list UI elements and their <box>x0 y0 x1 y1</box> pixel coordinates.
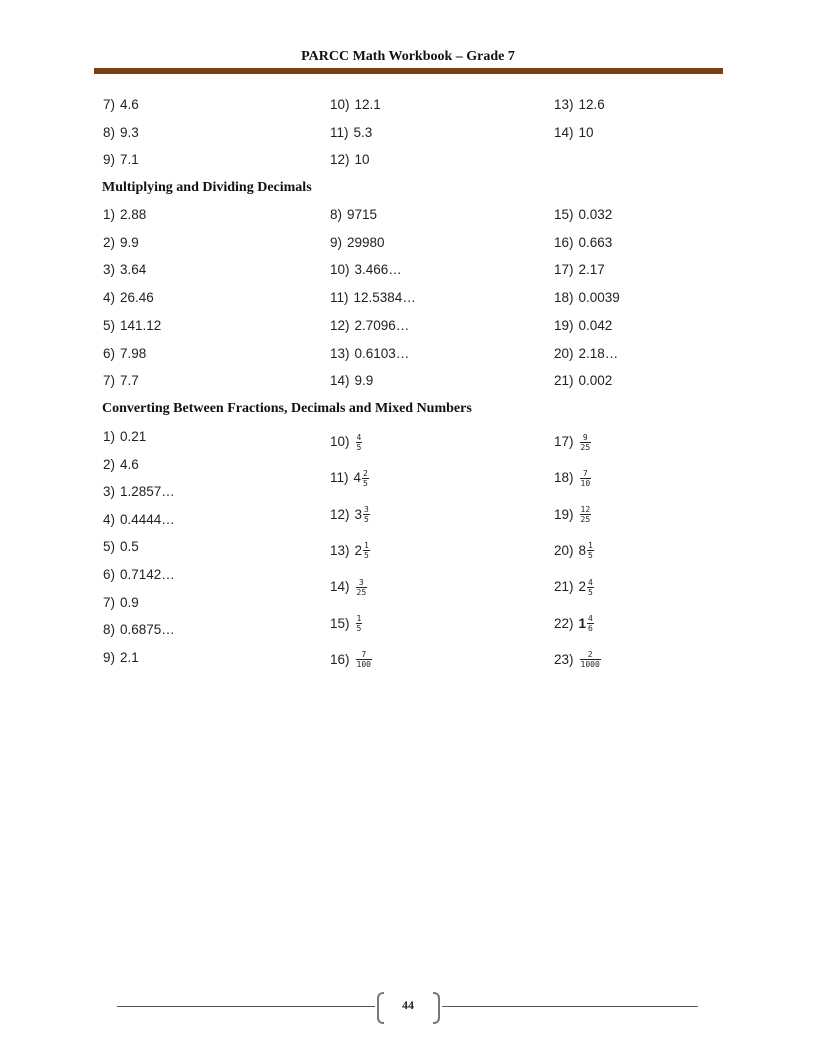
answer-item <box>330 371 373 391</box>
answer-item <box>554 503 591 527</box>
answer-item <box>330 539 370 563</box>
answer-number: 14) <box>330 373 350 389</box>
denominator: 6 <box>588 624 593 633</box>
answer-item <box>330 150 370 170</box>
denominator: 5 <box>363 478 368 488</box>
answer-value: 29980 <box>347 234 385 250</box>
denominator: 25 <box>580 515 591 525</box>
answer-value: 0.9 <box>120 594 139 610</box>
answer-item <box>103 537 139 557</box>
numerator: 2 <box>363 468 368 478</box>
answer-item <box>330 466 369 490</box>
answer-item <box>554 575 594 599</box>
fraction <box>363 505 370 524</box>
answer-value: 26.46 <box>120 290 154 306</box>
answer-value: 5.3 <box>353 124 373 140</box>
fraction <box>363 541 370 560</box>
answer-item <box>330 316 409 336</box>
answer-number: 15) <box>330 615 350 631</box>
answer-number: 12) <box>330 152 350 167</box>
answer-item <box>330 430 362 454</box>
answer-value: 4.6 <box>120 456 139 472</box>
answer-number: 1) <box>103 207 116 222</box>
answer-number: 7) <box>103 373 116 389</box>
denominator: 5 <box>588 587 593 597</box>
answer-item <box>330 288 416 308</box>
answer-number: 11) <box>330 470 349 486</box>
answer-number: 9) <box>103 152 116 167</box>
answer-value: 9.9 <box>354 373 374 389</box>
answer-item <box>554 466 591 490</box>
answer-number: 4) <box>103 290 116 306</box>
denominator: 5 <box>588 551 593 561</box>
answer-item <box>103 344 146 364</box>
answer-number: 13) <box>554 97 574 112</box>
denominator: 1000 <box>580 660 600 670</box>
answer-number: 17) <box>554 434 574 449</box>
answer-number: 16) <box>554 234 574 250</box>
numerator: 7 <box>361 650 367 660</box>
fraction <box>587 541 594 560</box>
numerator: 4 <box>588 577 593 587</box>
whole-number: 1 <box>578 615 587 631</box>
denominator: 5 <box>364 551 369 561</box>
answer-value: 2.18… <box>578 345 619 361</box>
answer-item <box>103 288 154 308</box>
answer-number: 9) <box>330 234 343 250</box>
numerator: 3 <box>364 505 369 515</box>
answer-number: 10) <box>330 97 350 112</box>
fraction <box>362 469 369 488</box>
answer-number: 19) <box>554 506 574 522</box>
answer-value: 9.9 <box>120 234 139 250</box>
answer-item <box>103 620 175 640</box>
answer-number: 18) <box>554 470 574 486</box>
whole-number: 2 <box>578 579 587 595</box>
answer-item <box>103 427 146 447</box>
answer-value: 7.1 <box>120 152 139 167</box>
answer-value: 3.64 <box>120 262 147 278</box>
answer-number: 13) <box>330 542 350 558</box>
answer-number: 6) <box>103 345 116 361</box>
whole-number: 3 <box>354 506 363 522</box>
answer-item <box>330 95 381 115</box>
denominator: 100 <box>356 660 371 670</box>
fraction <box>356 614 363 633</box>
answer-value: 0.6103… <box>354 345 410 361</box>
answer-value: 0.4444… <box>120 511 175 527</box>
answer-number: 21) <box>554 373 574 389</box>
denominator: 5 <box>364 515 369 525</box>
answer-number: 9) <box>103 649 116 665</box>
answer-number: 17) <box>554 262 574 278</box>
denominator: 25 <box>356 587 367 597</box>
answer-item <box>103 371 139 391</box>
answer-value: 1.2857… <box>120 484 175 500</box>
numerator: 1 <box>356 614 362 623</box>
answer-value: 0.042 <box>578 317 613 333</box>
answer-number: 21) <box>554 579 574 595</box>
answer-number: 8) <box>330 207 343 222</box>
section-title-multiplying: Multiplying and Dividing Decimals <box>102 180 312 195</box>
answer-value: 7.7 <box>120 373 139 389</box>
numerator: 3 <box>358 577 364 587</box>
numerator: 9 <box>582 432 588 442</box>
answer-number: 6) <box>103 567 116 582</box>
numerator: 7 <box>582 468 588 478</box>
answer-item <box>554 123 594 143</box>
answer-item <box>103 233 139 253</box>
answer-item <box>103 260 146 280</box>
answer-number: 11) <box>330 290 349 306</box>
answer-value: 12.6 <box>578 97 605 112</box>
answer-value: 9.3 <box>120 124 139 140</box>
answer-value: 12.5384… <box>353 290 416 306</box>
answer-number: 15) <box>554 207 574 222</box>
footer-line-left <box>117 1006 375 1007</box>
answer-number: 5) <box>103 539 116 555</box>
denominator: 25 <box>580 442 591 452</box>
answer-item <box>330 612 362 636</box>
answer-item <box>554 648 601 672</box>
answer-value: 10 <box>578 124 594 140</box>
answer-value: 7.98 <box>120 345 147 361</box>
answer-number: 10) <box>330 434 350 449</box>
answer-value: 10 <box>354 152 370 167</box>
fraction <box>580 650 601 669</box>
answer-item <box>103 482 175 502</box>
denominator: 10 <box>580 478 591 488</box>
answer-item <box>103 95 139 115</box>
answer-item <box>330 260 402 280</box>
answer-item <box>103 565 175 585</box>
answer-item <box>103 316 161 336</box>
fraction <box>356 650 372 669</box>
fraction <box>356 578 368 597</box>
answer-number: 2) <box>103 234 116 250</box>
answer-item <box>103 150 139 170</box>
whole-number: 4 <box>353 470 362 486</box>
answer-item <box>554 371 612 391</box>
fraction <box>580 469 592 488</box>
answer-number: 20) <box>554 542 574 558</box>
answer-number: 18) <box>554 290 574 306</box>
answer-item <box>554 344 618 364</box>
answer-value: 2.88 <box>120 207 147 222</box>
answer-value: 0.5 <box>120 539 139 555</box>
answer-value: 3.466… <box>354 262 402 278</box>
answer-number: 14) <box>554 124 574 140</box>
section-title-converting: Converting Between Fractions, Decimals and Mixed Numbers <box>102 401 472 416</box>
fraction <box>587 578 594 597</box>
footer-line-right <box>442 1006 698 1007</box>
right-bracket-icon <box>433 992 440 1024</box>
answer-number: 8) <box>103 124 116 140</box>
answer-item <box>103 510 175 530</box>
left-bracket-icon <box>377 992 384 1024</box>
whole-number: 2 <box>354 542 363 558</box>
whole-number: 8 <box>578 542 587 558</box>
answer-value: 12.1 <box>354 97 381 112</box>
header-title: PARCC Math Workbook – Grade 7 <box>301 49 515 64</box>
answer-item <box>554 233 612 253</box>
answer-number: 2) <box>103 456 116 472</box>
answer-item <box>103 123 139 143</box>
answer-number: 5) <box>103 317 116 333</box>
header-rule <box>94 68 723 74</box>
answer-value: 2.17 <box>578 262 605 278</box>
fraction <box>356 433 363 452</box>
numerator: 2 <box>587 650 593 660</box>
answer-item <box>330 344 409 364</box>
answer-item <box>330 575 367 599</box>
answer-number: 7) <box>103 97 116 112</box>
answer-value: 0.032 <box>578 207 613 222</box>
answer-number: 4) <box>103 511 116 527</box>
answer-number: 16) <box>330 651 350 667</box>
numerator: 1 <box>588 541 593 551</box>
denominator: 5 <box>356 624 362 633</box>
answer-value: 141.12 <box>120 317 162 333</box>
answer-number: 7) <box>103 594 116 610</box>
answer-number: 1) <box>103 429 116 444</box>
answer-item <box>554 260 605 280</box>
numerator: 4 <box>356 432 362 442</box>
numerator: 4 <box>588 614 593 623</box>
answer-number: 11) <box>330 124 349 140</box>
answer-value: 0.6875… <box>120 622 175 638</box>
answer-number: 3) <box>103 484 116 500</box>
numerator: 1 <box>364 541 369 551</box>
answer-number: 10) <box>330 262 350 278</box>
answer-value: 4.6 <box>120 97 139 112</box>
answer-item <box>330 205 377 225</box>
answer-value: 0.663 <box>578 234 613 250</box>
answer-number: 20) <box>554 345 574 361</box>
answer-value: 0.0039 <box>578 290 620 306</box>
fraction <box>580 505 592 524</box>
answer-item <box>103 648 139 668</box>
answer-item <box>554 205 612 225</box>
answer-item <box>103 205 146 225</box>
answer-number: 13) <box>330 345 350 361</box>
answer-item <box>554 430 591 454</box>
answer-number: 23) <box>554 651 574 667</box>
answer-item <box>554 612 594 636</box>
answer-item <box>103 455 139 475</box>
page-number: 44 <box>402 998 414 1012</box>
answer-item <box>330 123 372 143</box>
answer-item <box>330 648 372 672</box>
answer-item <box>554 316 612 336</box>
answer-value: 9715 <box>347 207 378 222</box>
answer-item <box>554 288 620 308</box>
answer-number: 19) <box>554 317 574 333</box>
answer-number: 12) <box>330 506 350 522</box>
answer-value: 2.7096… <box>354 317 410 333</box>
answer-item <box>330 233 385 253</box>
answer-value: 0.7142… <box>120 567 175 582</box>
answer-number: 22) <box>554 615 574 631</box>
answer-number: 8) <box>103 622 116 638</box>
denominator: 5 <box>356 442 362 452</box>
fraction <box>587 614 594 633</box>
answer-item <box>554 539 594 563</box>
answer-item <box>554 95 605 115</box>
fraction <box>580 433 592 452</box>
answer-number: 12) <box>330 317 350 333</box>
answer-number: 14) <box>330 579 350 595</box>
answer-item <box>330 503 370 527</box>
answer-item <box>103 593 139 613</box>
answer-value: 2.1 <box>120 649 139 665</box>
answer-number: 3) <box>103 262 116 278</box>
answer-value: 0.21 <box>120 429 147 444</box>
answer-value: 0.002 <box>578 373 613 389</box>
numerator: 12 <box>580 505 591 515</box>
